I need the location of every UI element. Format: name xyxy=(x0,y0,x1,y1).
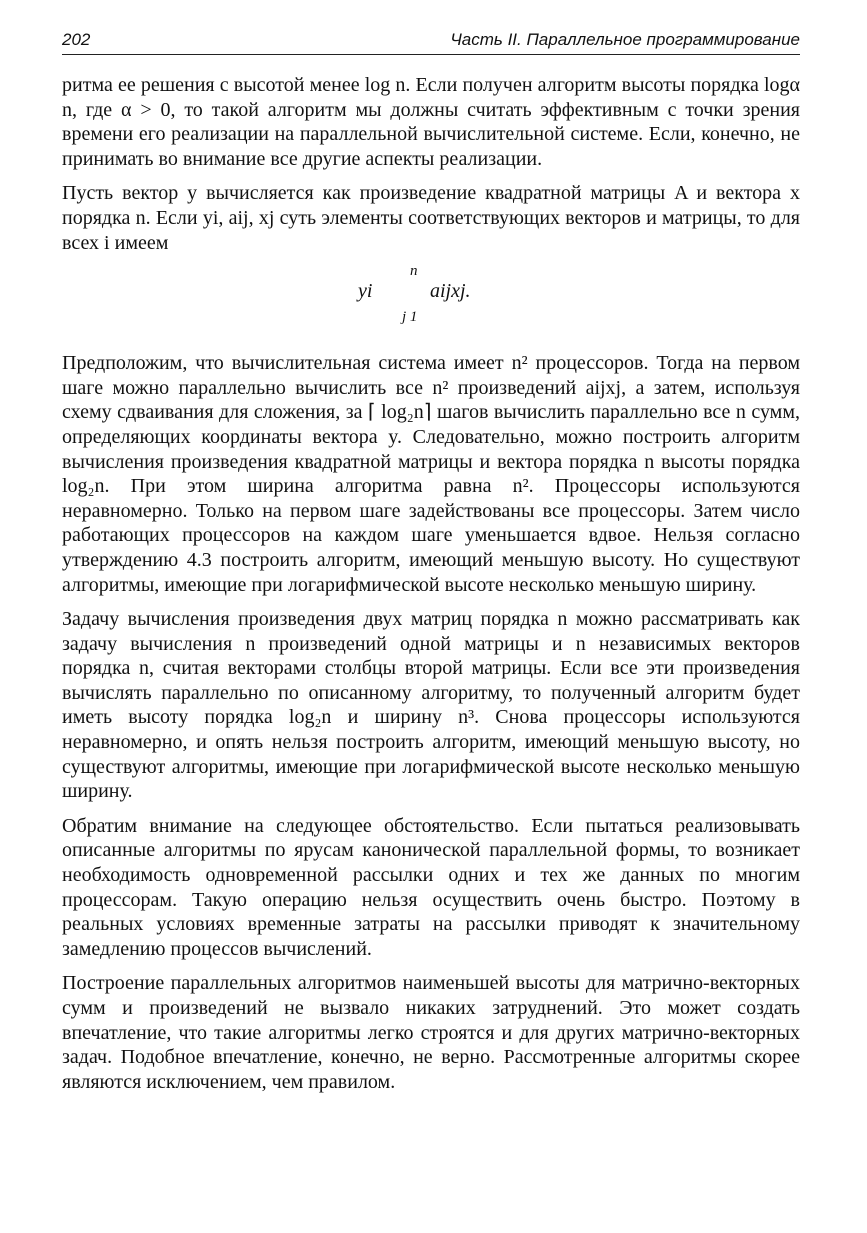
sum-formula xyxy=(62,265,800,345)
formula-lhs: yi xyxy=(358,280,373,303)
paragraph-2: Пусть вектор y вычисляется как произведение квадратной матрицы A и вектора x порядка n. Если yi, aij, xj суть элементы соответствующих векторов и матрицы, то для всех i имеем xyxy=(62,182,800,254)
running-title: Часть II. Параллельное программирование xyxy=(450,30,800,49)
page-number: 202 xyxy=(62,30,91,49)
paragraph-1: ритма ее решения с высотой менее log n. Если получен алгоритм высоты порядка logα n, где α > 0, то такой алгоритм мы должны считать эффективным с точки зрения времени его реализации на параллельной вычислительной системе. Если, конечно, не принимать во внимание все другие аспекты реализации. xyxy=(62,74,800,170)
page-body xyxy=(62,73,800,1104)
paragraph-6: Построение параллельных алгоритмов наименьшей высоты для матрично-векторных сумм и произведений не вызвало никаких затруднений. Это может создать впечатление, что такие алгоритмы легко строятся и для других матрично-векторных задач. Подобное впечатление, конечно, не верно. Рассмотренные алгоритмы скорее являются исключением, чем правилом. xyxy=(62,972,800,1093)
formula-upper-limit: n xyxy=(410,263,418,280)
paragraph-4: Задачу вычисления произведения двух матриц порядка n можно рассматривать как задачу вычисления n произведений одной матрицы и n независимых векторов порядка n, считая векторами столбцы второй матрицы. Если все эти произведения вычислять параллельно по описанному алгоритму, то полученный алгоритм будет иметь высоту порядка log₂n и ширину n³. Снова процессоры используются неравномерно, и опять нельзя построить алгоритм, имеющий меньшую высоту, но существуют алгоритмы, имеющие при логарифмической высоте несколько меньшую ширину. xyxy=(62,608,800,803)
paragraph-3: Предположим, что вычислительная система имеет n² процессоров. Тогда на первом шаге можно параллельно вычислить все n² произведений aijxj, а затем, используя схему сдваивания для сложения, за ⌈ log₂n⌉ шагов вычислить параллельно все n сумм, определяющих координаты вектора y. Следовательно, можно построить алгоритм вычисления произведения квадратной матрицы и вектора порядка n высоты порядка log₂n. При этом ширина алгоритма равна n². Процессоры используются неравномерно. Только на первом шаге задействованы все процессоры. Затем число работающих процессоров на каждом шаге уменьшается вдвое. Нельзя согласно утверждению 4.3 построить алгоритм, имеющий меньшую высоту. Но существуют алгоритмы, имеющие при логарифмической высоте несколько меньшую ширину. xyxy=(62,352,800,596)
formula-lower-limit: j 1 xyxy=(402,309,418,326)
paragraph-5: Обратим внимание на следующее обстоятельство. Если пытаться реализовывать описанные алгоритмы по ярусам канонической параллельной формы, то возникает необходимость одновременной рассылки одних и тех же данных по многим процессорам. Такую операцию нельзя осуществить очень быстро. Поэтому в реальных условиях временные затраты на рассылки приводят к значительному замедлению процессов вычислений. xyxy=(62,814,800,960)
page-header xyxy=(62,30,800,55)
formula-rhs: aijxj. xyxy=(430,280,471,303)
